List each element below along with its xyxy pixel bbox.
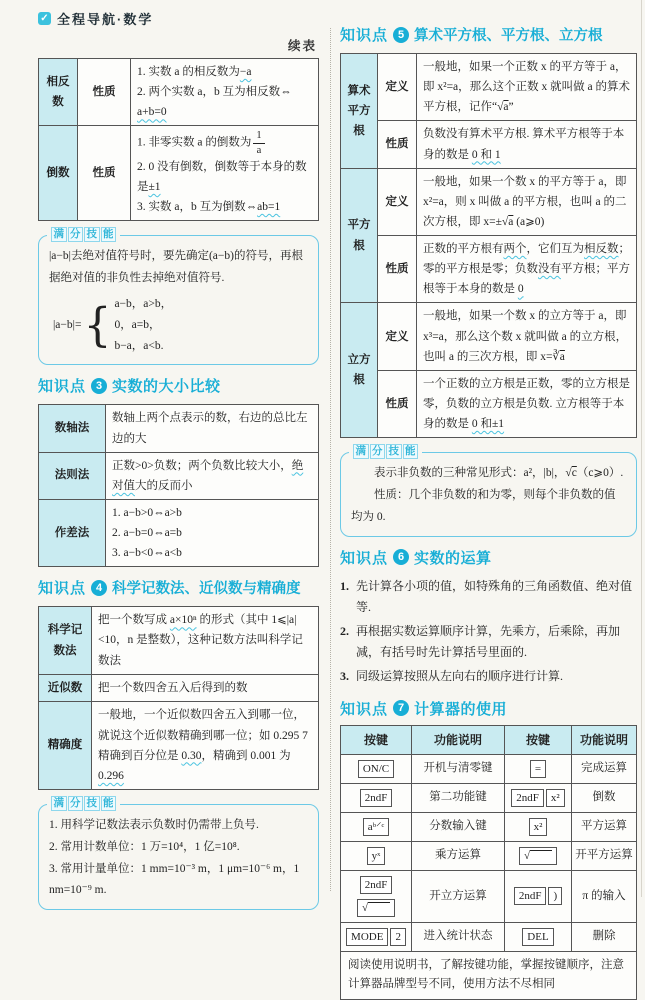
calc-desc: 倒数 bbox=[572, 783, 637, 812]
list-text: 再根据实数运算顺序计算，先乘方，后乘除，再加减，有括号时先计算括号里面的. bbox=[356, 623, 621, 660]
row-head: 相反数 bbox=[39, 59, 78, 126]
calc-key: 2ndF bbox=[511, 789, 544, 807]
content-line: 1. a−b>0⇔a>b bbox=[112, 506, 182, 519]
real-number-operations-list bbox=[340, 576, 637, 688]
row-content: 一般地，如果一个数 x 的平方等于 a，即 x²=a，则 x 叫做 a 的平方根，也叫 a 的二次方根，即 x=±√a (a⩾0) bbox=[417, 168, 637, 235]
tip-label-char: 能 bbox=[101, 227, 117, 242]
kp-label: 知识点 bbox=[38, 378, 87, 396]
row-head: 近似数 bbox=[39, 674, 92, 702]
check-icon: ✓ bbox=[38, 12, 51, 25]
row-subhead: 定义 bbox=[378, 303, 417, 370]
tip-label bbox=[47, 227, 120, 242]
table-row bbox=[341, 370, 637, 437]
list-number: 3. bbox=[340, 669, 349, 684]
calc-key: = bbox=[530, 760, 546, 778]
tip-label bbox=[47, 796, 120, 811]
table-row bbox=[341, 303, 637, 370]
calc-key: MODE bbox=[346, 928, 388, 946]
row-head: 法则法 bbox=[39, 452, 106, 499]
row-content: 正数>0>负数；两个负数比较大小，绝对值大的反而小 bbox=[106, 452, 319, 499]
row-content: 把一个数四舍五入后得到的数 bbox=[92, 674, 319, 702]
col-header-desc: 功能说明 bbox=[572, 725, 637, 754]
page-edge bbox=[641, 0, 642, 897]
case-line: 0，a=b， bbox=[114, 318, 161, 331]
calc-row bbox=[341, 922, 637, 951]
row-head: 倒数 bbox=[39, 126, 78, 221]
tip-line: 1. 用科学记数法表示负数时仍需带上负号. bbox=[49, 818, 259, 831]
tip-label-char: 技 bbox=[386, 444, 402, 459]
row-subhead: 性质 bbox=[78, 126, 131, 221]
row-content: 一般地，一个近似数四舍五入到哪一位，就说这个近似数精确到哪一位；如 0.295 7 精确到百分位是 0.30，精确到 0.001 为 0.296 bbox=[92, 702, 319, 790]
row-subhead: 定义 bbox=[378, 168, 417, 235]
calc-desc: 分数输入键 bbox=[412, 812, 505, 841]
calc-key: ON/C bbox=[358, 760, 394, 778]
calc-desc: 乘方运算 bbox=[412, 841, 505, 870]
tip-label-char: 满 bbox=[51, 796, 67, 811]
tip-body bbox=[49, 815, 308, 902]
knowledge-point-6-heading bbox=[340, 547, 637, 568]
kp-title: 实数的大小比较 bbox=[112, 378, 221, 396]
content-line: 1. 实数 a 的相反数为−a bbox=[137, 66, 252, 78]
calc-desc: 完成运算 bbox=[572, 754, 637, 783]
table-row bbox=[39, 702, 319, 790]
kp-title: 实数的运算 bbox=[414, 549, 492, 567]
kp-label: 知识点 bbox=[340, 549, 389, 567]
piecewise-formula bbox=[53, 294, 308, 358]
kp-title: 科学记数法、近似数与精确度 bbox=[112, 581, 301, 598]
row-head: 数轴法 bbox=[39, 405, 106, 452]
row-content: 负数没有算术平方根. 算术平方根等于本身的数是 0 和 1 bbox=[417, 121, 637, 168]
row-subhead: 性质 bbox=[78, 59, 131, 126]
calc-desc: 开机与清零键 bbox=[412, 754, 505, 783]
calc-row bbox=[341, 754, 637, 783]
calculator-table bbox=[340, 725, 637, 1000]
column-divider bbox=[330, 28, 331, 891]
tip-label-char: 技 bbox=[84, 227, 100, 242]
content-line: 2. 0 没有倒数，倒数等于本身的数 bbox=[137, 160, 307, 173]
tip-box-nonnegative bbox=[340, 445, 637, 537]
row-content bbox=[106, 499, 319, 566]
tip-label-char: 满 bbox=[353, 444, 369, 459]
kp-label: 知识点 bbox=[340, 700, 389, 718]
row-content bbox=[131, 59, 319, 126]
table-row bbox=[39, 126, 319, 221]
calc-key: 2 bbox=[390, 928, 406, 946]
row-subhead: 性质 bbox=[378, 236, 417, 303]
knowledge-point-5-heading bbox=[340, 24, 637, 45]
kp-number-badge: 4 bbox=[91, 580, 107, 596]
tip-line: 2. 常用计数单位：1 万=10⁴，1 亿=10⁸. bbox=[49, 840, 240, 853]
row-content: 一个正数的立方根是正数，零的立方根是零，负数的立方根是负数. 立方根等于本身的数是 0 和±1 bbox=[417, 370, 637, 437]
calc-header-row bbox=[341, 725, 637, 754]
kp-title: 计算器的使用 bbox=[414, 700, 508, 718]
calc-key: x² bbox=[529, 818, 548, 836]
tip-paragraph: 性质：几个非负数的和为零，则每个非负数的值均为 0. bbox=[351, 488, 616, 523]
kp-title: 算术平方根、平方根、立方根 bbox=[414, 28, 603, 44]
comparison-table bbox=[38, 404, 319, 567]
content-line: 2. a−b=0⇔a=b bbox=[112, 527, 182, 540]
list-text: 同级运算按照从左向右的顺序进行计算. bbox=[356, 669, 564, 684]
tip-label-char: 分 bbox=[68, 796, 84, 811]
calc-desc: 开立方运算 bbox=[412, 870, 505, 922]
table-row bbox=[341, 54, 637, 121]
tip-body bbox=[351, 463, 626, 529]
table-row bbox=[39, 674, 319, 702]
case-line: b−a，a<b. bbox=[114, 340, 164, 353]
content-line: 1. 非零实数 a 的倒数为 $\frac{1}{a}$ bbox=[137, 129, 312, 156]
formula-lhs: |a−b|= bbox=[53, 318, 82, 331]
tip-body bbox=[49, 246, 308, 357]
brace-glyph: { bbox=[83, 298, 112, 352]
right-column bbox=[340, 24, 637, 1000]
row-head: 精确度 bbox=[39, 702, 92, 790]
tip-label-char: 能 bbox=[101, 796, 117, 811]
table-row bbox=[39, 59, 319, 126]
group-head: 平方根 bbox=[341, 168, 378, 303]
scientific-notation-table bbox=[38, 606, 319, 790]
table-row bbox=[39, 452, 319, 499]
calc-key: 2ndF bbox=[514, 887, 547, 905]
table-row bbox=[39, 499, 319, 566]
case-lines bbox=[114, 294, 172, 358]
tip-paragraph: 表示非负数的三种常见形式：a²，|b|，√c（c⩾0）. bbox=[374, 467, 624, 480]
content-line: 3. 实数 a，b 互为倒数⇔ab=1 bbox=[137, 200, 281, 213]
calc-key-stack bbox=[343, 875, 409, 918]
kp-number-badge: 7 bbox=[393, 700, 409, 716]
calc-key: 2ndF bbox=[360, 789, 393, 807]
tip-label bbox=[349, 444, 422, 459]
list-item bbox=[340, 621, 637, 664]
table-row bbox=[39, 405, 319, 452]
table-row bbox=[341, 236, 637, 303]
knowledge-point-3-heading bbox=[38, 375, 319, 396]
tip-label-char: 能 bbox=[403, 444, 419, 459]
knowledge-point-7-heading bbox=[340, 698, 637, 719]
list-number: 1. bbox=[340, 578, 349, 593]
calc-key: yˣ bbox=[367, 847, 386, 865]
col-header-key: 按键 bbox=[341, 725, 412, 754]
row-subhead: 性质 bbox=[378, 370, 417, 437]
row-head: 作差法 bbox=[39, 499, 106, 566]
calc-key: ) bbox=[548, 887, 562, 905]
calc-row bbox=[341, 783, 637, 812]
list-item bbox=[340, 576, 637, 619]
tip-label-char: 满 bbox=[51, 227, 67, 242]
calc-key: √⎺⎺ bbox=[357, 899, 395, 917]
row-content: 一般地，如果一个数 x 的立方等于 a，即 x³=a，那么这个数 x 就叫做 a 的立方根，也叫 a 的三次方根，即 $x=∛\overline{a}$ bbox=[417, 303, 637, 370]
row-content: 一般地，如果一个正数 x 的平方等于 a，即 x²=a，那么这个正数 x 就叫做 a 的算术平方根，记作“√a” bbox=[417, 54, 637, 121]
kp-label: 知识点 bbox=[38, 580, 87, 598]
group-head: 立方根 bbox=[341, 303, 378, 438]
content-line: 是±1 bbox=[137, 180, 161, 193]
roots-table bbox=[340, 53, 637, 438]
calc-desc: π 的输入 bbox=[572, 870, 637, 922]
list-item bbox=[340, 666, 637, 688]
calc-desc: 进入统计状态 bbox=[412, 922, 505, 951]
table-row bbox=[39, 607, 319, 674]
tip-paragraph: |a−b|去绝对值符号时，要先确定(a−b)的符号，再根据绝对值的非负性去掉绝对值符号. bbox=[49, 250, 303, 284]
tip-box-units bbox=[38, 796, 319, 910]
row-content: 数轴上两个点表示的数，右边的总比左边的大 bbox=[106, 405, 319, 452]
continued-table-label: 续表 bbox=[287, 39, 317, 53]
calc-row bbox=[341, 841, 637, 870]
row-subhead: 定义 bbox=[378, 54, 417, 121]
calc-row bbox=[341, 870, 637, 922]
case-line: a−b，a>b， bbox=[114, 297, 173, 310]
group-head: 算术平方根 bbox=[341, 54, 378, 169]
kp-label: 知识点 bbox=[340, 27, 389, 44]
tip-label-char: 技 bbox=[84, 796, 100, 811]
tip-line: 3. 常用计量单位：1 mm=10⁻³ m，1 μm=10⁻⁶ m，1 nm=10⁻⁹ m. bbox=[49, 862, 300, 897]
calc-key: √⎺⎺ bbox=[519, 847, 557, 865]
row-head: 科学记数法 bbox=[39, 607, 92, 674]
calc-note-row bbox=[341, 951, 637, 999]
col-header-key: 按键 bbox=[505, 725, 572, 754]
calc-desc: 开平方运算 bbox=[572, 841, 637, 870]
content-line: a+b=0 bbox=[137, 106, 167, 119]
kp-number-badge: 3 bbox=[91, 378, 107, 394]
left-column bbox=[38, 36, 319, 914]
content-line: 2. 两个实数 a，b 互为相反数⇔ bbox=[137, 86, 292, 99]
knowledge-point-4-heading bbox=[38, 577, 319, 598]
calc-key: x² bbox=[546, 789, 565, 807]
calc-row bbox=[341, 812, 637, 841]
list-text: 先计算各小项的值，如特殊角的三角函数值、绝对值等. bbox=[356, 578, 633, 615]
table-row bbox=[341, 168, 637, 235]
content-line: 3. a−b<0⇔a<b bbox=[112, 547, 182, 560]
row-content: 正数的平方根有两个，它们互为相反数；零的平方根是零；负数没有平方根；平方根等于本身的数是 0 bbox=[417, 236, 637, 303]
tip-box-absolute-value bbox=[38, 228, 319, 365]
opposite-reciprocal-table bbox=[38, 58, 319, 221]
row-content: 把一个数写成 a×10ⁿ 的形式（其中 1⩽|a|<10，n 是整数），这种记数方法叫科学记数法 bbox=[92, 607, 319, 674]
tip-label-char: 分 bbox=[68, 227, 84, 242]
calc-desc: 平方运算 bbox=[572, 812, 637, 841]
calc-key: DEL bbox=[522, 928, 553, 946]
tip-label-char: 分 bbox=[370, 444, 386, 459]
calc-key: 2ndF bbox=[360, 876, 393, 894]
kp-number-badge: 6 bbox=[393, 549, 409, 565]
row-content bbox=[131, 126, 319, 221]
brand-title: 全程导航·数学 bbox=[57, 12, 154, 27]
kp-number-badge: 5 bbox=[393, 27, 409, 43]
calc-note: 阅读使用说明书，了解按键功能，掌握按键顺序，注意计算器品牌型号不同，使用方法不尽相同 bbox=[341, 951, 637, 999]
table-row bbox=[341, 121, 637, 168]
row-subhead: 性质 bbox=[378, 121, 417, 168]
calc-desc: 第二功能键 bbox=[412, 783, 505, 812]
col-header-desc: 功能说明 bbox=[412, 725, 505, 754]
calc-key: aᵇ⸍ᶜ bbox=[363, 818, 390, 836]
list-number: 2. bbox=[340, 623, 349, 638]
page-header bbox=[38, 9, 153, 28]
calc-desc: 删除 bbox=[572, 922, 637, 951]
